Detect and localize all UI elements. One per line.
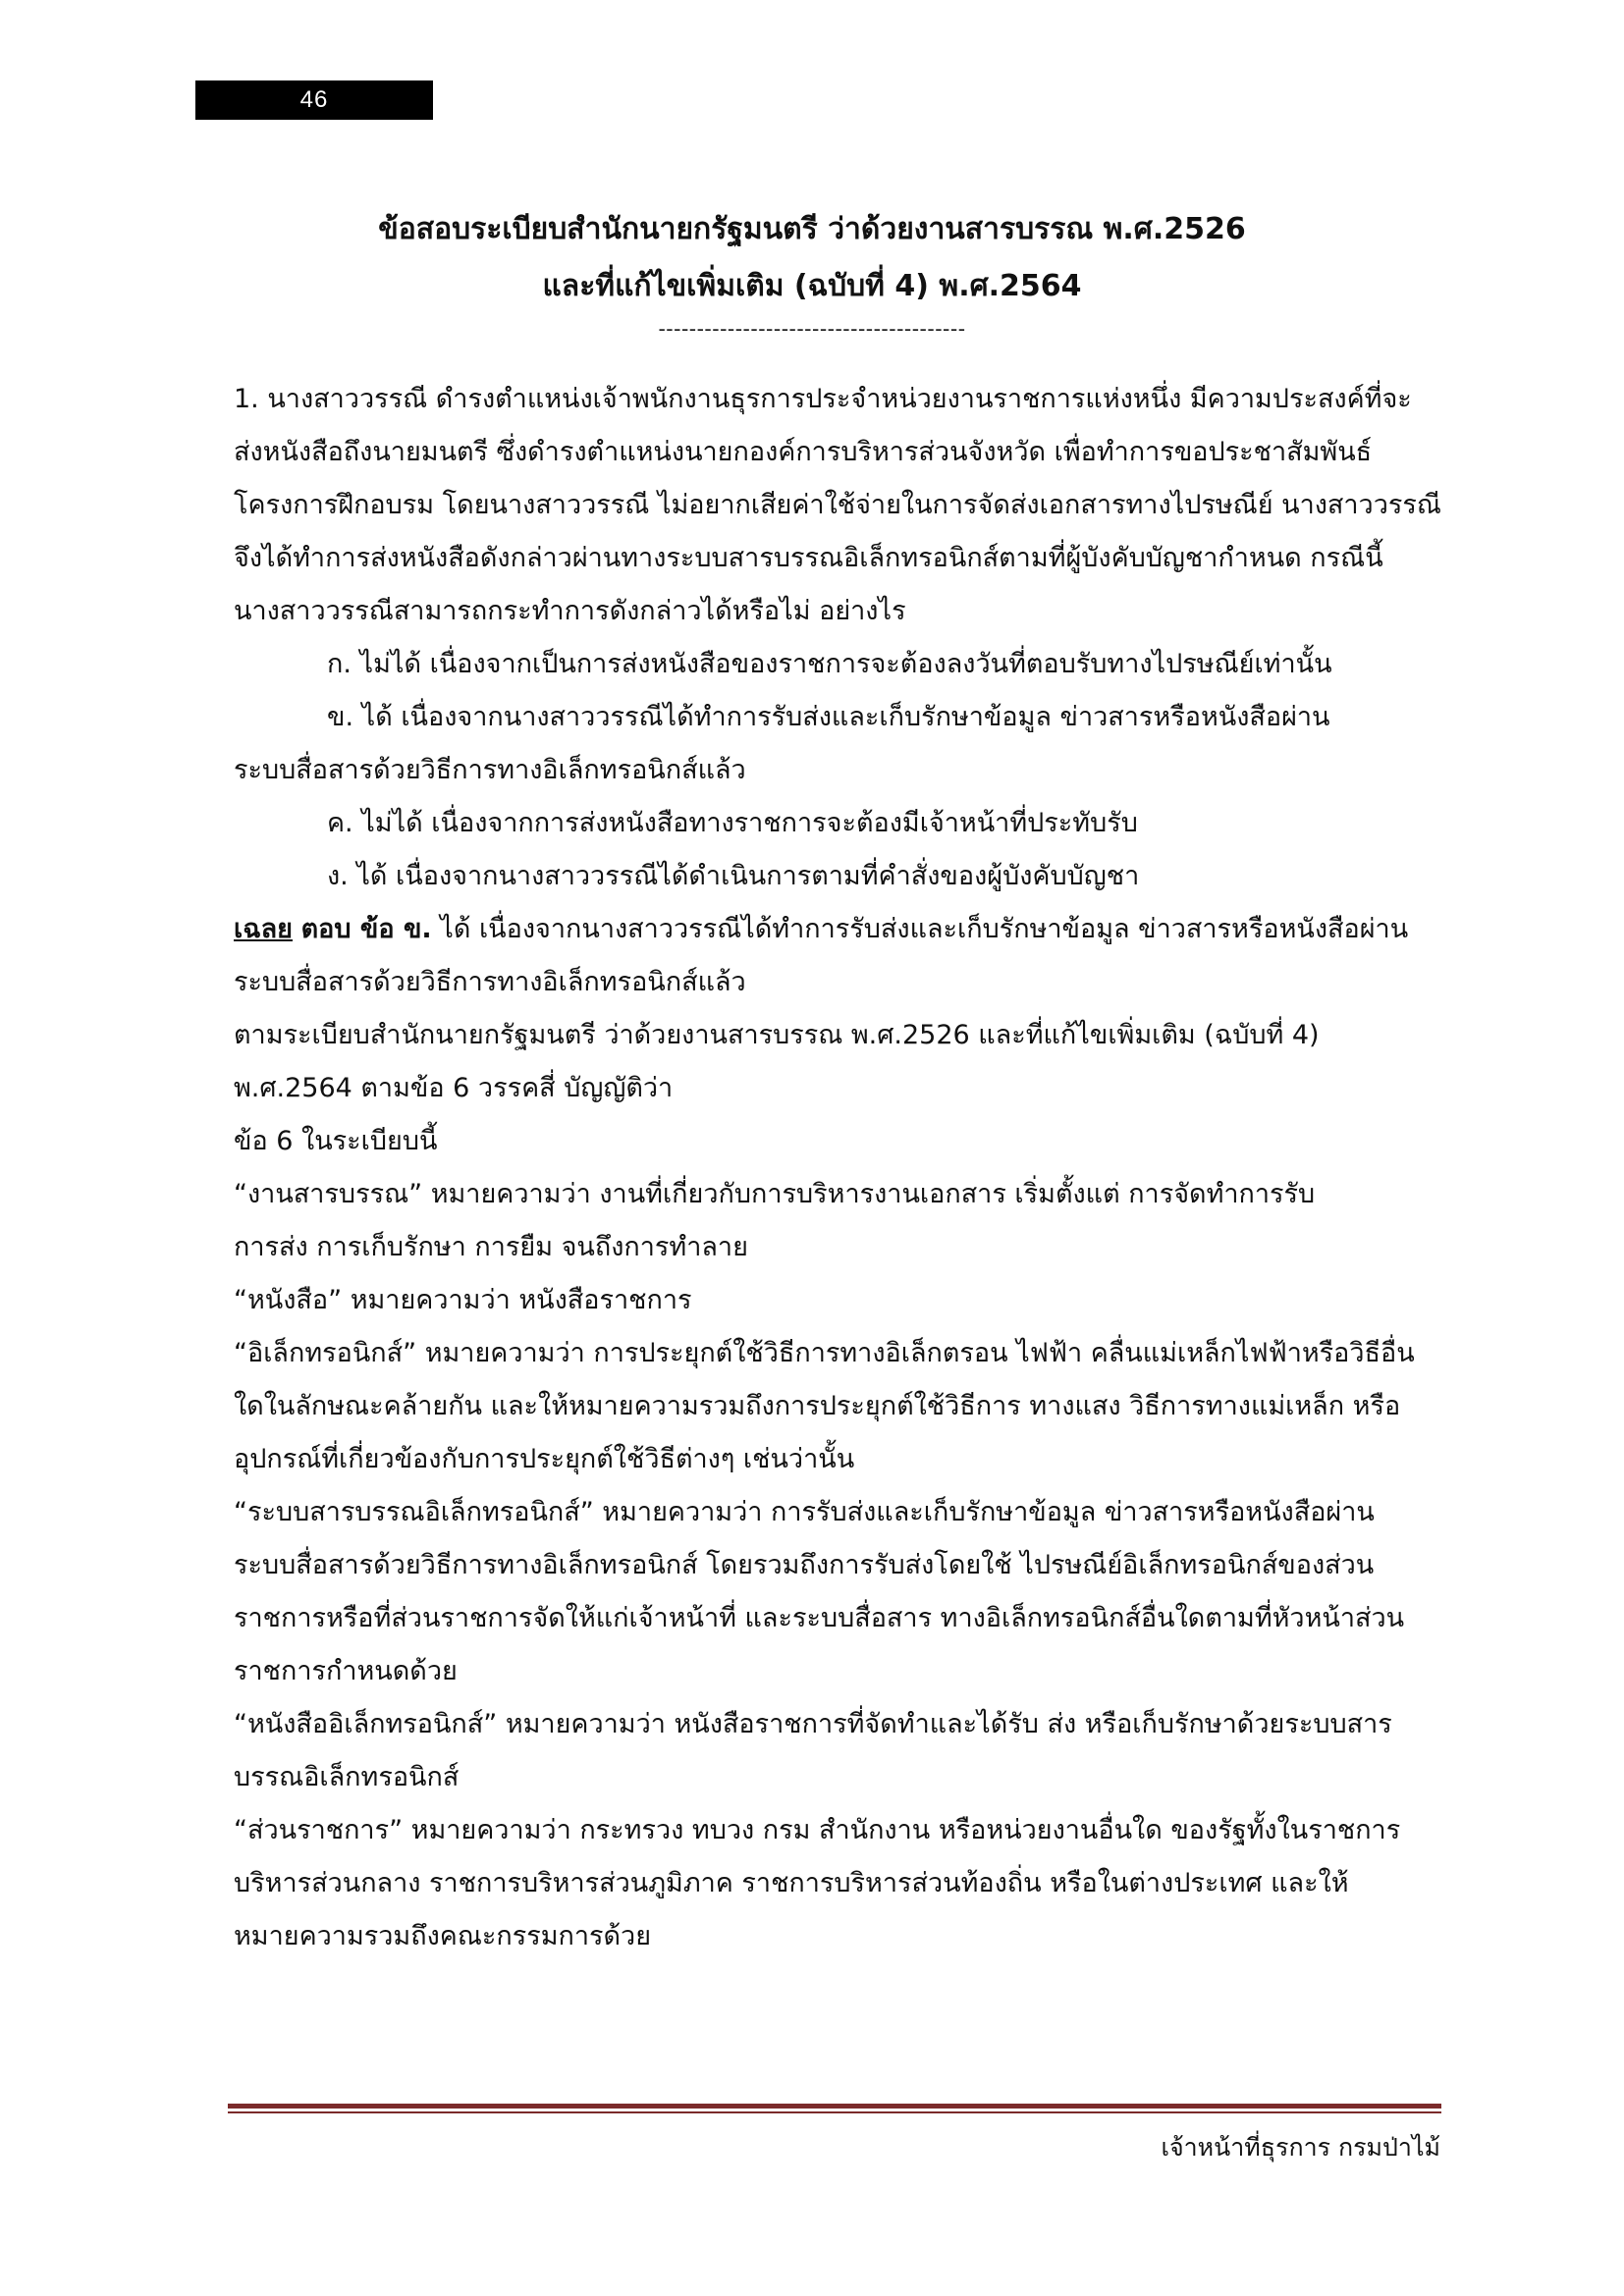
answer-continuation: ระบบสื่อสารด้วยวิธีการทางอิเล็กทรอนิกส์แล้ว — [234, 967, 746, 997]
question-line: 1. นางสาววรรณี ดำรงตำแหน่งเจ้าพนักงานธุรการประจำหน่วยงานราชการแห่งหนึ่ง มีความประสงค์ที่จะ — [234, 384, 1412, 414]
choices — [234, 638, 1441, 903]
answer-line — [234, 903, 1441, 956]
definition-line: “อิเล็กทรอนิกส์” หมายความว่า การประยุกต์ใช้วิธีการทางอิเล็กตรอน ไฟฟ้า คลื่นแม่เหล็กไฟฟ้าหรือวิธีอื่น — [234, 1338, 1415, 1368]
definition-line: “ส่วนราชการ” หมายความว่า กระทรวง ทบวง กรม สำนักงาน หรือหน่วยงานอื่นใด ของรัฐทั้งในราชการ — [234, 1815, 1401, 1845]
answer-text: ได้ เนื่องจากนางสาววรรณีได้ทำการรับส่งและเก็บรักษาข้อมูล ข่าวสารหรือหนังสือผ่าน — [431, 914, 1409, 944]
choice-b-continuation: ระบบสื่อสารด้วยวิธีการทางอิเล็กทรอนิกส์แล้ว — [234, 755, 746, 785]
footer-rule-thin — [228, 2111, 1441, 2113]
question-line: ส่งหนังสือถึงนายมนตรี ซึ่งดำรงตำแหน่งนายกองค์การบริหารส่วนจังหวัด เพื่อทำการขอประชาสัมพันธ์ — [234, 437, 1373, 467]
definition-line: การส่ง การเก็บรักษา การยืม จนถึงการทำลาย — [234, 1232, 748, 1262]
title-separator: ---------------------------------------- — [658, 316, 966, 341]
choice-d: ง. ได้ เนื่องจากนางสาววรรณีได้ดำเนินการตามที่คำสั่งของผู้บังคับบัญชา — [327, 861, 1140, 891]
choice-b: ข. ได้ เนื่องจากนางสาววรรณีได้ทำการรับส่งและเก็บรักษาข้อมูล ข่าวสารหรือหนังสือผ่าน — [327, 702, 1330, 732]
choice-a: ก. ไม่ได้ เนื่องจากเป็นการส่งหนังสือของราชการจะต้องลงวันที่ตอบรับทางไปรษณีย์เท่านั้น — [327, 649, 1332, 679]
page-number: 46 — [195, 80, 433, 120]
title-line-2: และที่แก้ไขเพิ่มเติม (ฉบับที่ 4) พ.ศ.2564 — [542, 269, 1082, 303]
document-body — [234, 373, 1441, 1963]
footer-text: เจ้าหน้าที่ธุรการ กรมป่าไม้ — [1161, 2133, 1440, 2162]
definition-line: ราชการกำหนดด้วย — [234, 1656, 458, 1686]
question-line: จึงได้ทำการส่งหนังสือดังกล่าวผ่านทางระบบสารบรรณอิเล็กทรอนิกส์ตามที่ผู้บังคับบัญชากำหนด กรณีนี้ — [234, 543, 1383, 573]
definition-line: ระบบสื่อสารด้วยวิธีการทางอิเล็กทรอนิกส์ โดยรวมถึงการรับส่งโดยใช้ ไปรษณีย์อิเล็กทรอนิกส์ของส่วน — [234, 1550, 1375, 1580]
answer-label: เฉลย — [234, 914, 293, 944]
choice-c: ค. ไม่ได้ เนื่องจากการส่งหนังสือทางราชการจะต้องมีเจ้าหน้าที่ประทับรับ — [327, 808, 1138, 838]
definition-line: อุปกรณ์ที่เกี่ยวข้องกับการประยุกต์ใช้วิธีต่างๆ เช่นว่านั้น — [234, 1444, 855, 1474]
definition-line: “ระบบสารบรรณอิเล็กทรอนิกส์” หมายความว่า การรับส่งและเก็บรักษาข้อมูล ข่าวสารหรือหนังสือผ่าน — [234, 1497, 1375, 1527]
title-line-1: ข้อสอบระเบียบสำนักนายกรัฐมนตรี ว่าด้วยงานสารบรรณ พ.ศ.2526 — [378, 212, 1246, 246]
definition-line: ราชการหรือที่ส่วนราชการจัดให้แก่เจ้าหน้าที่ และระบบสื่อสาร ทางอิเล็กทรอนิกส์อื่นใดตามที่หัวหน้าส่วน — [234, 1603, 1405, 1633]
document-title — [236, 201, 1388, 315]
question-line: นางสาววรรณีสามารถกระทำการดังกล่าวได้หรือไม่ อย่างไร — [234, 596, 906, 626]
question — [234, 373, 1441, 638]
explanation-line: ตามระเบียบสำนักนายกรัฐมนตรี ว่าด้วยงานสารบรรณ พ.ศ.2526 และที่แก้ไขเพิ่มเติม (ฉบับที่ 4) — [234, 1020, 1320, 1050]
footer-rule — [228, 2104, 1441, 2109]
definition-line: หมายความรวมถึงคณะกรรมการด้วย — [234, 1921, 652, 1951]
definition-line: “หนังสือ” หมายความว่า หนังสือราชการ — [234, 1285, 692, 1315]
explanation — [234, 1009, 1441, 1963]
explanation-line: ข้อ 6 ในระเบียบนี้ — [234, 1126, 438, 1156]
definition-line: “หนังสืออิเล็กทรอนิกส์” หมายความว่า หนังสือราชการที่จัดทำและได้รับ ส่ง หรือเก็บรักษาด้วยระบบสาร — [234, 1709, 1392, 1739]
answer — [234, 903, 1441, 1009]
definition-line: ใดในลักษณะคล้ายกัน และให้หมายความรวมถึงการประยุกต์ใช้วิธีการ ทางแสง วิธีการทางแม่เหล็ก หรือ — [234, 1391, 1401, 1421]
definition-line: บรรณอิเล็กทรอนิกส์ — [234, 1762, 460, 1792]
question-line: โครงการฝึกอบรม โดยนางสาววรรณี ไม่อยากเสียค่าใช้จ่ายในการจัดส่งเอกสารทางไปรษณีย์ นางสาววรรณี — [234, 490, 1441, 520]
definition-line: “งานสารบรรณ” หมายความว่า งานที่เกี่ยวกับการบริหารงานเอกสาร เริ่มตั้งแต่ การจัดทำการรับ — [234, 1179, 1316, 1209]
explanation-line: พ.ศ.2564 ตามข้อ 6 วรรคสี่ บัญญัติว่า — [234, 1073, 674, 1103]
definition-line: บริหารส่วนกลาง ราชการบริหารส่วนภูมิภาค ราชการบริหารส่วนท้องถิ่น หรือในต่างประเทศ และให้ — [234, 1868, 1349, 1898]
answer-choice: ตอบ ข้อ ข. — [300, 914, 432, 944]
